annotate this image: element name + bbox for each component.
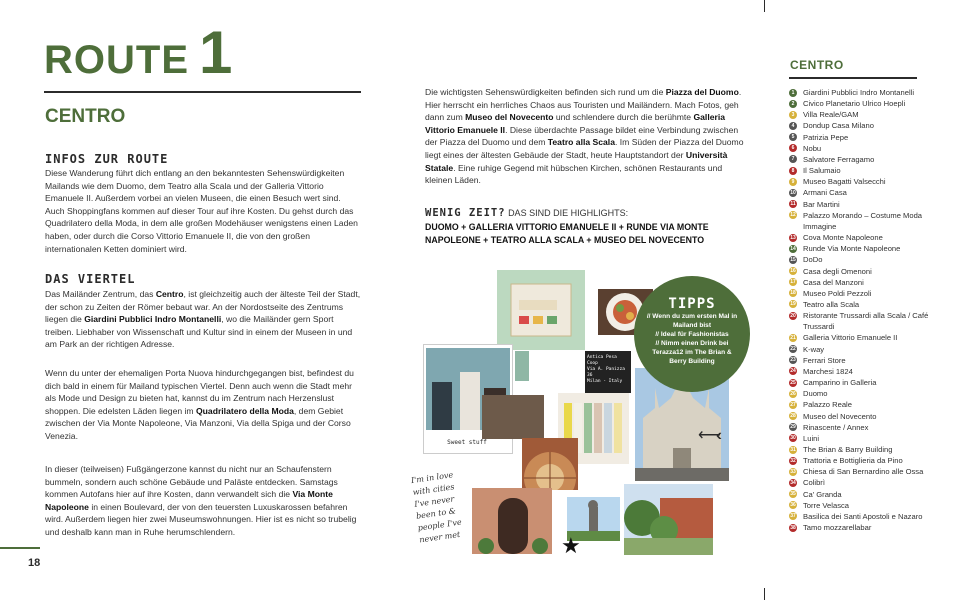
number-badge: 18	[790, 290, 796, 297]
sidebar-item	[789, 355, 929, 366]
sidebar-item	[789, 399, 929, 410]
sidebar-item-label: Giardini Pubblici Indro Montanelli	[803, 88, 915, 97]
sidebar-item	[789, 254, 929, 265]
sidebar-item-label: Palazzo Reale	[803, 400, 852, 410]
sidebar-item	[789, 210, 929, 232]
viertel-paragraph-1: Das Mailänder Zentrum, das Centro, ist gleichzeitig auch der älteste Teil der Stadt, der schon zu Zeiten der Römer bebaut war. An der Nordostseite des Zentrums liegen die Giardini Pubblici Indro Montanelli, wo die Mailänder gern Sport treiben. Liebhaber von Wissenschaft und Kultur sind in einem der Museen in und am Park an der richtigen Adresse.	[45, 289, 361, 350]
sidebar-item-label: Trattoria e Bottiglieria da Pino	[803, 456, 903, 466]
number-badge: 38	[790, 524, 796, 531]
sidebar-item-label: Tamo mozzarellabar	[803, 523, 872, 533]
sidebar-item-label: Rinascente / Annex	[803, 422, 869, 432]
sidebar-item	[789, 455, 929, 466]
sidebar-item-label: Teatro alla Scala	[803, 299, 860, 309]
sidebar-item-label: Torre Velasca	[803, 500, 850, 510]
number-badge: 3	[789, 111, 797, 119]
sidebar-item	[789, 187, 929, 198]
polaroid-caption: Sweet stuff	[447, 439, 487, 446]
sidebar-item-label: Ca' Granda	[803, 489, 842, 499]
photo-park-building	[624, 484, 713, 555]
sidebar-item	[789, 500, 929, 511]
photo-galleria-dome	[522, 438, 578, 490]
number-badge: 10	[790, 189, 796, 196]
number-badge: 32	[790, 457, 796, 464]
number-badge: 20	[790, 312, 796, 319]
tipps-title: TIPPS	[668, 296, 716, 312]
title-rule	[44, 91, 361, 93]
sidebar-item-label: The Brian & Barry Building	[803, 445, 893, 454]
tipps-item-3: // Nimm einen Drink bei Terazza12 im The Brian & Berry Building	[652, 340, 732, 365]
sidebar-item-label: Civico Planetario Ulrico Hoepli	[803, 99, 906, 109]
sidebar-item	[789, 332, 929, 343]
number-badge: 27	[790, 401, 796, 408]
sidebar-item-label: Museo Poldi Pezzoli	[803, 288, 872, 298]
sidebar-item	[789, 165, 929, 176]
number-badge: 17	[790, 279, 796, 286]
sidebar-item	[789, 466, 929, 477]
number-badge: 15	[790, 256, 796, 263]
sidebar-item	[789, 232, 929, 243]
crop-mark-top	[764, 0, 765, 12]
sidebar-item-label: Armani Casa	[803, 188, 847, 198]
sidebar-item	[789, 109, 929, 120]
sidebar-item	[789, 288, 929, 299]
sidebar-item-label: Runde Via Monte Napoleone	[803, 244, 901, 254]
number-badge: 24	[790, 368, 796, 375]
sidebar-item	[789, 154, 929, 165]
number-badge: 35	[790, 491, 796, 498]
infos-text: Diese Wanderung führt dich entlang an den bekanntesten Sehenswürdigkeiten Mailands wie dem Duomo, dem Teatro alla Scala und der Galleria Vittorio Emanuele II. Außerdem vorbei an vielen Museen, die einen Besuch wert sind. Auch Shoppingfans kommen auf dieser Tour auf ihre Kosten. Du gehst durch das Quadrilatero della Moda, in dem alle großen Modehäuser wenigstens einen Laden haben, oder durch die Corso Vittorio Emanuele II, die von den großen internationalen Ketten dominiert wird.	[45, 168, 358, 254]
route-title	[44, 19, 234, 86]
infos-heading: INFOS ZUR ROUTE	[45, 152, 169, 166]
route-word: ROUTE	[44, 38, 189, 82]
viertel-paragraph-2: Wenn du unter der ehemaligen Porta Nuova hindurchgegangen bist, befindest du dich bald in einem für Mailand typischen Viertel. Denn auch wenn die Stadt mehr als Mode und Design zu bieten hat, kannst du im Zentrum nach Herzenslust shoppen. Die edelsten Läden liegen im Quadrilatero della Moda, dem Gebiet zwischen der Via Monte Napoleone, Via Manzoni, Via della Spiga und der Corso Venezia.	[45, 368, 354, 441]
page-number: 18	[28, 557, 41, 569]
sidebar-item-label: Colibrì	[803, 478, 825, 488]
page-marker-line	[0, 547, 40, 549]
sidebar-item	[789, 87, 929, 98]
number-badge: 12	[790, 212, 796, 219]
crop-mark-bottom	[764, 588, 765, 600]
number-badge: 29	[790, 424, 796, 431]
sidebar-item-label: Galleria Vittorio Emanuele II	[803, 333, 898, 343]
sidebar-item	[789, 388, 929, 399]
photo-pastry-box	[497, 270, 585, 350]
sidebar-item	[789, 98, 929, 109]
photo-sliver	[515, 351, 529, 381]
star-icon: ★	[561, 533, 581, 558]
sidebar-item-label: Casa degli Omenoni	[803, 266, 872, 276]
sidebar-item-label: Basilica dei Santi Apostoli e Nazaro	[803, 511, 923, 521]
sidebar-item-label: Ferrari Store	[803, 355, 846, 365]
sidebar-item-label: Dondup Casa Milano	[803, 121, 874, 131]
sidebar-item-label: Cova Monte Napoleone	[803, 233, 883, 243]
sidebar-item-label: Casa del Manzoni	[803, 277, 864, 287]
number-badge: 4	[789, 122, 797, 130]
viertel-heading: DAS VIERTEL	[45, 272, 136, 286]
number-badge: 1	[789, 89, 797, 97]
sidebar-item	[789, 120, 929, 131]
sidebar-item	[789, 266, 929, 277]
highlights-list: DUOMO + GALLERIA VITTORIO EMANUELE II + RUNDE VIA MONTE NAPOLEONE + TEATRO ALLA SCALA + MUSEO DEL NOVECENTO	[425, 222, 709, 245]
sidebar-item-label: Duomo	[803, 389, 828, 399]
sidebar-item	[789, 511, 929, 522]
sidebar-item-label: DoDo	[803, 255, 823, 265]
sidebar-item	[789, 489, 929, 500]
photo-shop-sign: Antica Pesa Coop Via A. Panizza 36 Milan - Italy	[585, 351, 631, 393]
sidebar-item-label: Il Salumaio	[803, 166, 841, 176]
number-badge: 16	[790, 268, 796, 274]
number-badge: 28	[790, 413, 796, 420]
number-badge: 9	[789, 178, 797, 186]
sidebar-item	[789, 422, 929, 433]
tipps-item-2: // Ideal für Fashionistas	[655, 331, 729, 338]
number-badge: 8	[789, 167, 797, 175]
sidebar-item	[789, 433, 929, 444]
sidebar-item-label: Ristorante Trussardi alla Scala / Café Trussardi	[803, 311, 929, 332]
arrow-chevrons-icon: ⟵‹‹‹	[698, 427, 717, 444]
sidebar-item	[789, 411, 929, 422]
sidebar-item	[789, 444, 929, 455]
number-badge: 2	[789, 100, 797, 108]
tipps-circle	[634, 276, 750, 392]
sidebar-item-label: K-way	[803, 344, 825, 354]
number-badge: 30	[790, 435, 796, 442]
sidebar-item	[789, 199, 929, 210]
number-badge: 13	[790, 234, 796, 241]
number-badge: 6	[789, 144, 797, 152]
sidebar-item-label: Nobu	[803, 143, 822, 153]
district-title: CENTRO	[45, 106, 126, 127]
sidebar-item-label: Luini	[803, 433, 820, 443]
sidebar-item	[789, 277, 929, 288]
sidebar-item-label: Museo del Novecento	[803, 411, 877, 421]
sidebar-item-label: Patrizia Pepe	[803, 132, 849, 142]
sidebar-item	[789, 299, 929, 310]
sidebar-item-label: Salvatore Ferragamo	[803, 154, 875, 164]
number-badge: 26	[790, 390, 796, 397]
sidebar-item	[789, 176, 929, 187]
sidebar-title: CENTRO	[790, 58, 844, 72]
sidebar-item-label: Bar Martini	[803, 199, 840, 209]
number-badge: 37	[790, 513, 796, 520]
sidebar-item	[789, 522, 929, 533]
number-badge: 11	[790, 201, 796, 208]
sidebar-rule	[789, 77, 917, 79]
number-badge: 5	[789, 133, 797, 141]
number-badge: 31	[790, 446, 796, 453]
tipps-item-1: // Wenn du zum ersten Mal in Mailand bist	[646, 313, 738, 329]
sidebar-item-label: Chiesa di San Bernardino alle Ossa	[803, 467, 924, 477]
number-badge: 19	[790, 301, 796, 308]
number-badge: 36	[790, 502, 796, 509]
viertel-paragraph-3: In dieser (teilweisen) Fußgängerzone kannst du nicht nur an Schaufenstern bummeln, sondern auch schöne Gebäude und Paläste entdecken. Samstags kommen Autofans hier auf ihre Kosten, dann verwandelt sich die Via Monte Napoleone in einen Boulevard, der von den teuersten Luxuskarossen befahren wird. Außerdem liegen hier zwei Museumswohnungen. Hier ist es nicht so trubelig und deshalb kann man in Ruhe herumschlendern.	[45, 464, 357, 537]
number-badge: 14	[790, 245, 796, 252]
number-badge: 22	[790, 346, 796, 353]
sidebar-item	[789, 477, 929, 488]
sidebar-list	[789, 87, 929, 533]
sidebar-item	[789, 377, 929, 388]
handwritten-note: I'm in love with cities I've never been to & people I've never met	[410, 470, 463, 545]
number-badge: 25	[790, 379, 796, 386]
wenig-zeit-label: WENIG ZEIT?	[425, 207, 506, 219]
number-badge: 33	[790, 468, 796, 475]
route-number: 1	[199, 19, 234, 86]
sidebar-item-label: Museo Bagatti Valsecchi	[803, 177, 886, 187]
sidebar-item	[789, 366, 929, 377]
sidebar-item	[789, 243, 929, 254]
sidebar-item-label: Villa Reale/GAM	[803, 110, 859, 120]
number-badge: 7	[789, 155, 797, 163]
number-badge: 34	[790, 479, 796, 486]
sidebar-item	[789, 143, 929, 154]
highlights-intro: DAS SIND DIE HIGHLIGHTS:	[508, 208, 629, 218]
sidebar-item	[789, 344, 929, 355]
sidebar-item-label: Camparino in Galleria	[803, 378, 877, 388]
sidebar-item	[789, 310, 929, 332]
wenig-zeit-line	[425, 207, 745, 220]
number-badge: 21	[790, 334, 796, 341]
number-badge: 23	[790, 357, 796, 364]
sights-paragraph: Die wichtigsten Sehenswürdigkeiten befinden sich rund um die Piazza del Duomo. Hier herrscht ein herrliches Chaos aus Touristen und Mailändern. Mach Fotos, geh dann zum Museo del Novecento und schlendere durch die berühmte Galleria Vittorio Emanuele II. Diese überdachte Passage bildet eine Verbindung zwischen der Piazza del Duomo und dem Teatro alla Scala. Im Süden der Piazza del Duomo liegt eines der ältesten Gebäude der Stadt, heute Hauptstandort der Università Statale. Eine ruhige Gegend mit hübschen Kirchen, schönen Restaurants und kleinen Läden.	[425, 87, 744, 186]
photo-cafe	[482, 395, 544, 439]
sidebar-item-label: Palazzo Morando – Costume Moda Immagine	[803, 210, 923, 231]
sidebar-item-label: Marchesi 1824	[803, 366, 853, 376]
sidebar-item	[789, 132, 929, 143]
